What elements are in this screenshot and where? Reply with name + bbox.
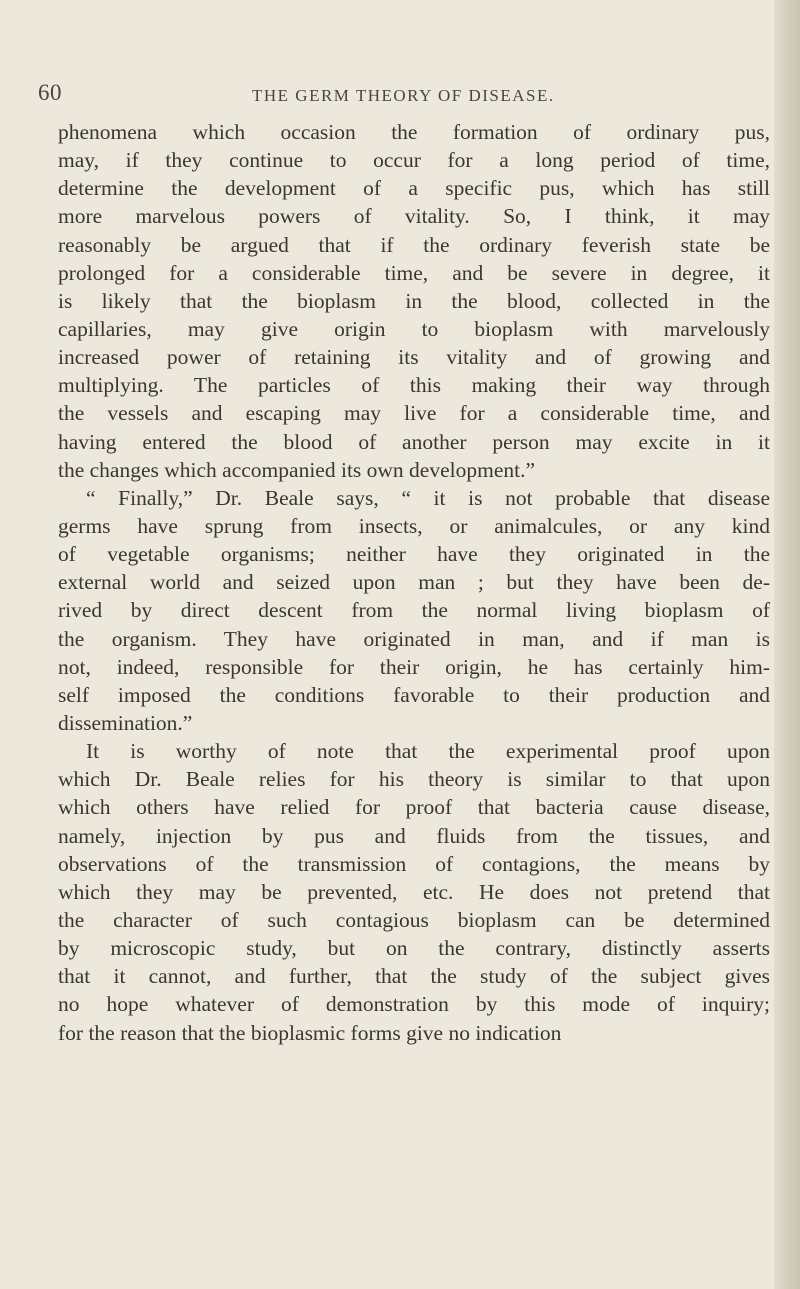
page-edge-shadow <box>774 0 800 1289</box>
text-line: dissemination.” <box>58 710 193 735</box>
text-line: self imposed the conditions favorable to their production and <box>58 682 770 707</box>
text-line: having entered the blood of another person may excite in it <box>58 429 770 454</box>
text-line: germs have sprung from insects, or animalcules, or any kind <box>58 513 770 538</box>
text-line: which they may be prevented, etc. He does not pretend that <box>58 879 770 904</box>
text-line: the changes which accompanied its own development.” <box>58 457 536 482</box>
text-line: prolonged for a considerable time, and be severe in degree, it <box>58 260 770 285</box>
text-line: “ Finally,” Dr. Beale says, “ it is not probable that disease <box>86 485 770 510</box>
running-header <box>0 80 800 110</box>
text-line: by microscopic study, but on the contrary, distinctly asserts <box>58 936 770 961</box>
text-line: phenomena which occasion the formation of ordinary pus, <box>58 120 770 144</box>
text-line: capillaries, may give origin to bioplasm with marvelously <box>58 316 770 341</box>
text-line: for the reason that the bioplasmic forms give no indication <box>58 1020 562 1045</box>
text-line: of vegetable organisms; neither have they originated in the <box>58 542 770 567</box>
text-line: reasonably be argued that if the ordinary feverish state be <box>58 232 770 257</box>
text-line: It is worthy of note that the experimental proof upon <box>86 739 770 764</box>
text-line: more marvelous powers of vitality. So, I think, it may <box>58 204 770 229</box>
page-number: 60 <box>38 80 62 105</box>
text-line: not, indeed, responsible for their origin, he has certainly him- <box>58 654 770 679</box>
text-line: is likely that the bioplasm in the blood, collected in the <box>58 288 770 313</box>
text-line: rived by direct descent from the normal living bioplasm of <box>58 598 770 623</box>
text-line: may, if they continue to occur for a long period of time, <box>58 148 770 173</box>
text-line: multiplying. The particles of this making their way through <box>58 373 770 398</box>
body-text <box>58 118 770 1047</box>
text-line: external world and seized upon man ; but they have been de- <box>58 570 770 595</box>
text-line: which Dr. Beale relies for his theory is similar to that upon <box>58 767 770 792</box>
running-title: THE GERM THEORY OF DISEASE. <box>252 86 555 105</box>
text-line: which others have relied for proof that bacteria cause disease, <box>58 795 770 820</box>
text-line: observations of the transmission of contagions, the means by <box>58 851 770 876</box>
text-line: increased power of retaining its vitality and of growing and <box>58 345 770 370</box>
text-line: no hope whatever of demonstration by this mode of inquiry; <box>58 992 770 1017</box>
text-line: determine the development of a specific pus, which has still <box>58 176 770 201</box>
text-line: the character of such contagious bioplasm can be determined <box>58 907 770 932</box>
text-line: namely, injection by pus and fluids from the tissues, and <box>58 823 770 848</box>
text-line: that it cannot, and further, that the study of the subject gives <box>58 964 770 989</box>
text-line: the organism. They have originated in man, and if man is <box>58 626 770 651</box>
text-line: the vessels and escaping may live for a considerable time, and <box>58 401 770 426</box>
